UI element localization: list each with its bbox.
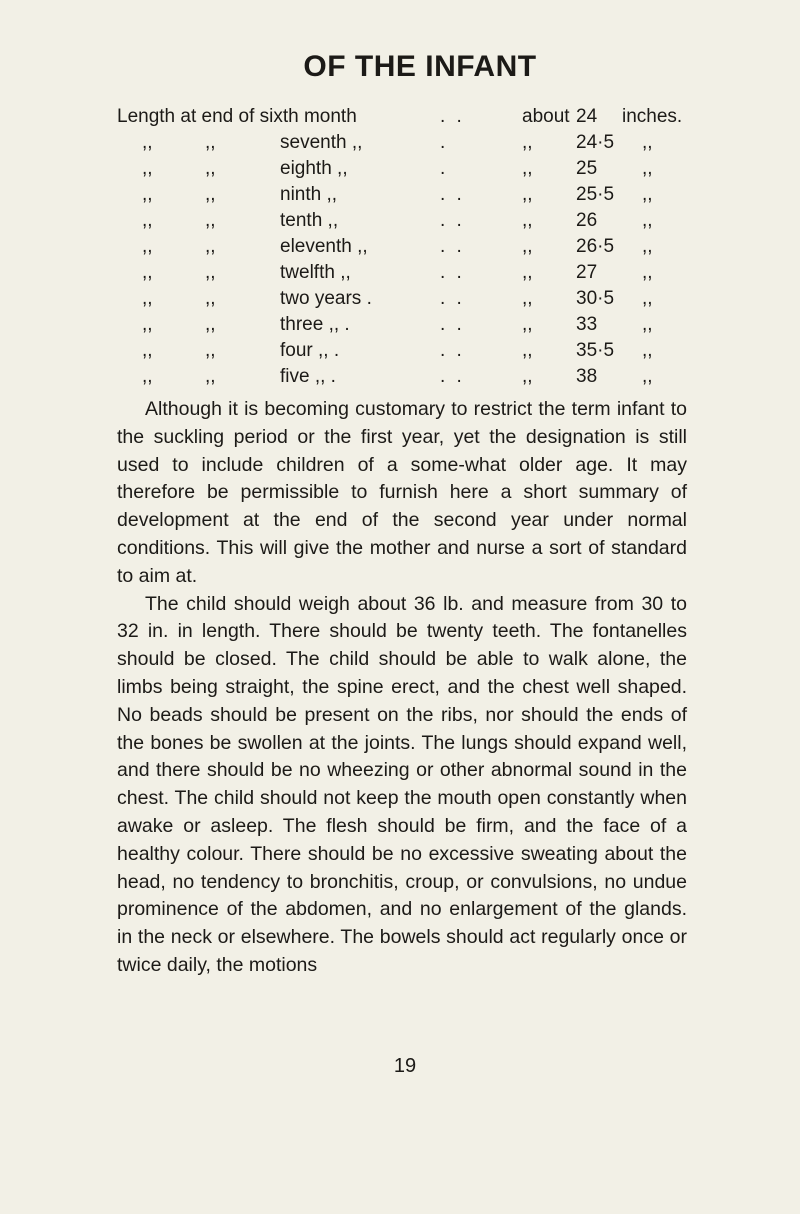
- table-row: [0, 130, 800, 156]
- table-header-row: [0, 104, 800, 130]
- ditto-mark: ,,: [642, 158, 653, 179]
- ditto-mark: ,,: [642, 314, 653, 335]
- leader-dots: . .: [440, 236, 465, 257]
- ditto-mark: ,,: [642, 288, 653, 309]
- leader-dots: . .: [440, 314, 465, 335]
- paragraph: The child should weigh about 36 lb. and measure from 30 to 32 in. in length. There should be twenty teeth. The fontanelles should be closed. The child should be able to walk alone, the limbs being straight, the spine erect, and the chest well shaped. No beads should be present on the ribs, nor should the ends of the bones be swollen at the joints. The lungs should expand well, and there should be no wheezing or other abnormal sound in the chest. The child should not keep the mouth open constantly when awake or asleep. The flesh should be firm, and the face of a healthy colour. There should be no excessive sweating about the head, no tendency to bronchitis, croup, or convulsions, no undue prominence of the abdomen, and no enlargement of the glands. in the neck or elsewhere. The bowels should act regularly once or twice daily, the motions: [117, 592, 687, 976]
- ditto-mark: ,,: [142, 132, 153, 153]
- ditto-mark: ,,: [642, 210, 653, 231]
- length-value: 24·5: [576, 132, 615, 153]
- ditto-mark: ,,: [522, 132, 533, 153]
- leader-dots: . .: [440, 262, 465, 283]
- ditto-mark: ,,: [142, 314, 153, 335]
- period-label: ninth ,,: [280, 184, 338, 205]
- ditto-mark: ,,: [642, 132, 653, 153]
- length-value: 35·5: [576, 340, 615, 361]
- ditto-mark: ,,: [205, 340, 216, 361]
- leader-dots: .: [440, 132, 449, 153]
- ditto-mark: ,,: [522, 236, 533, 257]
- ditto-mark: ,,: [205, 158, 216, 179]
- ditto-mark: ,,: [142, 366, 153, 387]
- table-row: [0, 156, 800, 182]
- period-label: seventh ,,: [280, 132, 363, 153]
- ditto-mark: ,,: [522, 158, 533, 179]
- paragraph: Although it is becoming customary to restrict the term infant to the suckling period or the first year, yet the designation is still used to include children of a some-what older age. It may therefore be permissible to furnish here a short summary of development at the end of the second year under normal conditions. This will give the mother and nurse a sort of standard to aim at.: [117, 398, 687, 587]
- length-value: 26: [576, 210, 598, 231]
- page-heading: OF THE INFANT: [303, 50, 537, 83]
- ditto-mark: ,,: [642, 236, 653, 257]
- leader-dots: . .: [440, 288, 465, 309]
- table-row: [0, 234, 800, 260]
- table-row: [0, 286, 800, 312]
- period-label: eighth ,,: [280, 158, 348, 179]
- length-value: 25: [576, 158, 598, 179]
- table-row: [0, 338, 800, 364]
- ditto-mark: ,,: [142, 262, 153, 283]
- ditto-mark: ,,: [522, 314, 533, 335]
- about-text: about: [522, 106, 570, 127]
- body-text: [117, 396, 687, 980]
- leader-dots: . .: [440, 184, 465, 205]
- leader-dots: . .: [440, 366, 465, 387]
- table-row: [0, 364, 800, 390]
- ditto-mark: ,,: [142, 158, 153, 179]
- ditto-mark: ,,: [205, 366, 216, 387]
- ditto-mark: ,,: [142, 288, 153, 309]
- table-row: [0, 260, 800, 286]
- ditto-mark: ,,: [522, 366, 533, 387]
- ditto-mark: ,,: [142, 340, 153, 361]
- period-label: four ,, .: [280, 340, 340, 361]
- length-value: 27: [576, 262, 598, 283]
- period-label: twelfth ,,: [280, 262, 351, 283]
- period-label: eleventh ,,: [280, 236, 368, 257]
- leader-dots: . .: [440, 210, 465, 231]
- table-row: [0, 312, 800, 338]
- ditto-mark: ,,: [642, 184, 653, 205]
- ditto-mark: ,,: [205, 288, 216, 309]
- period-label: tenth ,,: [280, 210, 339, 231]
- length-value: 33: [576, 314, 598, 335]
- ditto-mark: ,,: [642, 262, 653, 283]
- unit-text: inches.: [622, 106, 683, 127]
- ditto-mark: ,,: [642, 340, 653, 361]
- length-value: 25·5: [576, 184, 615, 205]
- ditto-mark: ,,: [522, 184, 533, 205]
- table-rows: [0, 130, 800, 390]
- table-row: [0, 208, 800, 234]
- length-value: 38: [576, 366, 598, 387]
- ditto-mark: ,,: [522, 340, 533, 361]
- length-value: 24: [576, 106, 598, 127]
- ditto-mark: ,,: [205, 210, 216, 231]
- ditto-mark: ,,: [205, 236, 216, 257]
- length-value: 26·5: [576, 236, 615, 257]
- ditto-mark: ,,: [205, 132, 216, 153]
- ditto-mark: ,,: [142, 236, 153, 257]
- ditto-mark: ,,: [142, 184, 153, 205]
- ditto-mark: ,,: [205, 184, 216, 205]
- ditto-mark: ,,: [522, 288, 533, 309]
- page-number: 19: [393, 1055, 417, 1077]
- leader-dots: .: [440, 158, 449, 179]
- table-row: [0, 182, 800, 208]
- ditto-mark: ,,: [205, 314, 216, 335]
- table-row-label: Length at end of sixth month: [117, 106, 357, 127]
- period-label: five ,, .: [280, 366, 336, 387]
- ditto-mark: ,,: [142, 210, 153, 231]
- ditto-mark: ,,: [205, 262, 216, 283]
- leader-dots: . .: [440, 340, 465, 361]
- ditto-mark: ,,: [642, 366, 653, 387]
- ditto-mark: ,,: [522, 262, 533, 283]
- length-value: 30·5: [576, 288, 615, 309]
- leader-dots: . .: [440, 106, 465, 127]
- period-label: two years .: [280, 288, 372, 309]
- period-label: three ,, .: [280, 314, 350, 335]
- length-table: [0, 104, 800, 390]
- ditto-mark: ,,: [522, 210, 533, 231]
